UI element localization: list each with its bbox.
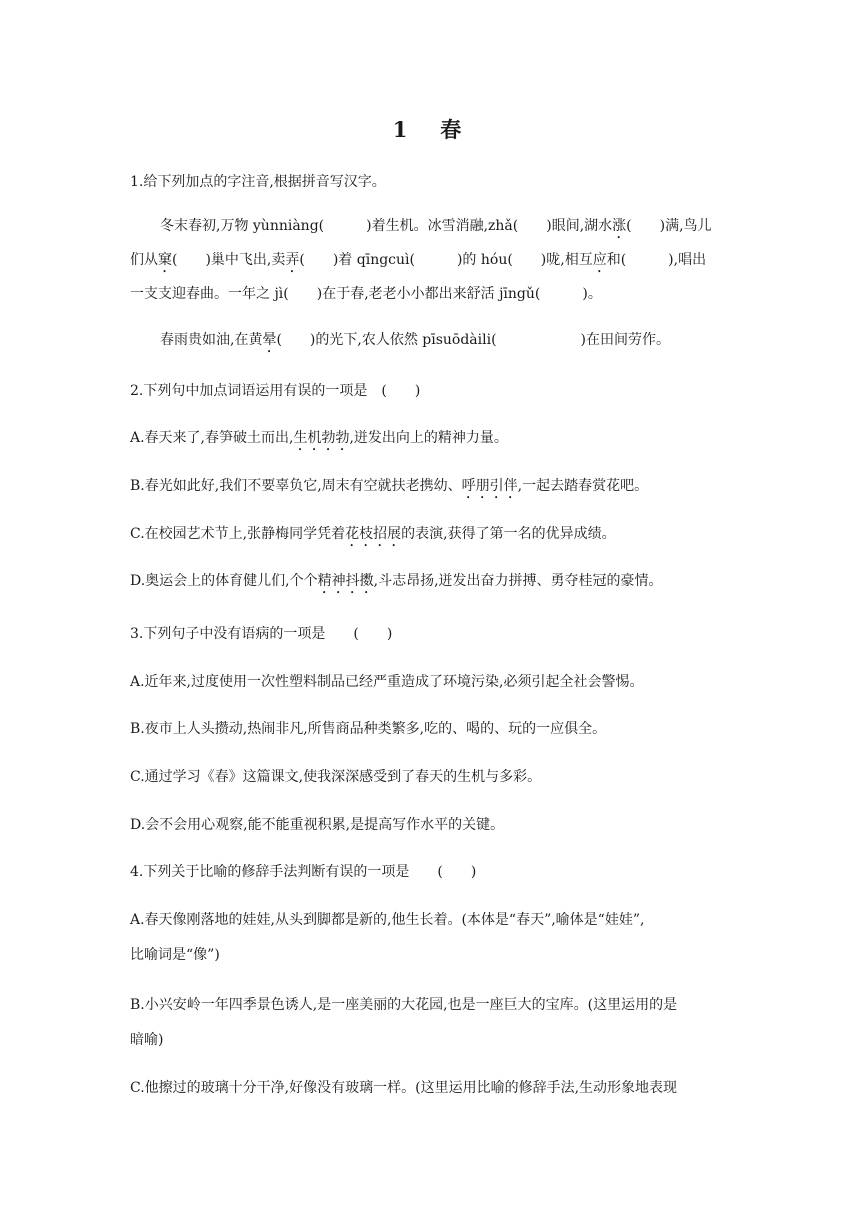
question-1-paragraph-1-line-1: [160, 216, 740, 242]
text-run: ,斗志昂扬,迸发出奋力拼搏、勇夺桂冠的豪情。: [373, 573, 663, 589]
question-2-option-c: [130, 524, 740, 550]
question-1-paragraph-1-line-2: [130, 250, 740, 276]
text-run: A.春天来了,春笋破土而出,: [130, 430, 294, 446]
question-3-stem: 3.下列句子中没有语病的一项是 ( ): [130, 626, 393, 642]
question-4-option-b-line-2: 暗喻): [130, 1032, 164, 1048]
text-run: 的表演,获得了第一名的优异成绩。: [401, 526, 616, 542]
question-2-stem: 2.下列句中加点词语运用有误的一项是 ( ): [130, 383, 421, 399]
dotted-char: 晕: [262, 332, 277, 348]
question-1-stem: 1.给下列加点的字注音,根据拼音写汉字。: [130, 174, 386, 190]
dotted-char: 应: [592, 252, 607, 268]
text-run: C.在校园艺术节上,张静梅同学凭着: [130, 526, 346, 542]
question-4-option-b-line-1: B.小兴安岭一年四季景色诱人,是一座美丽的大花园,也是一座巨大的宝库。(这里运用的是: [130, 997, 678, 1013]
dotted-phrase: 花枝招展: [345, 526, 402, 542]
text-run: 冬末春初,万物 yùnniàng( )着生机。冰雪消融,zhǎ( )眼间,湖水: [160, 218, 613, 234]
question-2-option-b: [130, 476, 740, 502]
question-2-option-a: [130, 428, 740, 454]
question-3-option-b: B.夜市上人头攒动,热闹非凡,所售商品种类繁多,吃的、喝的、玩的一应俱全。: [130, 721, 607, 737]
dotted-phrase: 呼朋引伴: [461, 478, 518, 494]
question-4-option-c-line-1: C.他擦过的玻璃十分干净,好像没有玻璃一样。(这里运用比喻的修辞手法,生动形象地表现: [130, 1080, 678, 1096]
text-run: ( )的光下,农人依然 pīsuōdàili( )在田间劳作。: [276, 332, 671, 348]
text-run: 春雨贵如油,在黄: [160, 332, 263, 348]
dotted-char: 涨: [612, 218, 627, 234]
text-run: ( )满,鸟儿: [626, 218, 712, 234]
text-run: D.奥运会上的体育健儿们,个个: [130, 573, 318, 589]
question-4-stem: 4.下列关于比喻的修辞手法判断有误的一项是 ( ): [130, 864, 477, 880]
text-run: 们从: [130, 252, 158, 268]
dotted-phrase: 生机勃勃: [293, 430, 350, 446]
question-1-paragraph-1-line-3: 一支支迎春曲。一年之 jì( )在于春,老老小小都出来舒活 jīngǔ( )。: [130, 286, 602, 302]
page-title: 1 春: [392, 117, 468, 142]
dotted-phrase: 精神抖擞: [317, 573, 374, 589]
question-2-option-d: [130, 571, 740, 597]
text-run: 和( ),唱出: [606, 252, 707, 268]
text-run: ( )着 qīngcuì( )的 hóu( )咙,相互: [299, 252, 593, 268]
text-run: ( )巢中飞出,卖: [172, 252, 286, 268]
text-run: ,一起去踏春赏花吧。: [517, 478, 649, 494]
question-1-paragraph-2: [160, 330, 740, 356]
dotted-char: 窠: [158, 252, 172, 268]
text-run: ,迸发出向上的精神力量。: [349, 430, 508, 446]
question-4-option-a-line-1: A.春天像刚落地的娃娃,从头到脚都是新的,他生长着。(本体是“春天”,喻体是“娃娃”,: [130, 912, 645, 928]
dotted-char: 弄: [285, 252, 300, 268]
question-3-option-c: C.通过学习《春》这篇课文,使我深深感受到了春天的生机与多彩。: [130, 769, 542, 785]
question-4-option-a-line-2: 比喻词是“像”): [130, 947, 220, 963]
text-run: B.春光如此好,我们不要辜负它,周末有空就扶老携幼、: [130, 478, 462, 494]
question-3-option-a: A.近年来,过度使用一次性塑料制品已经严重造成了环境污染,必须引起全社会警惕。: [130, 674, 644, 690]
question-3-option-d: D.会不会用心观察,能不能重视积累,是提高写作水平的关键。: [130, 817, 505, 833]
